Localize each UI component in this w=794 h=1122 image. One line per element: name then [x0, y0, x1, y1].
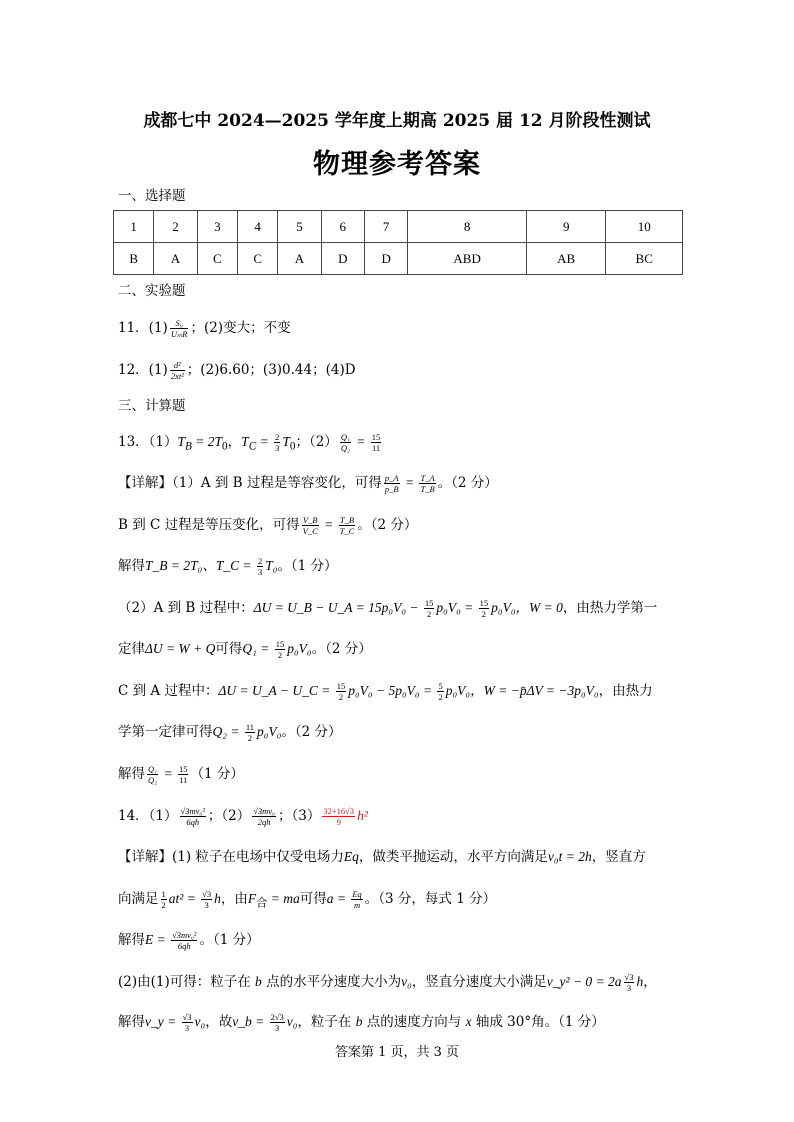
fraction-numerator: 15	[424, 598, 434, 608]
math-text: v_b =	[232, 1014, 268, 1029]
fraction-numerator: 15	[371, 432, 381, 442]
math-text: ΔU = W + Q	[145, 641, 216, 656]
q14-answer-line	[118, 806, 368, 827]
text: 学第一定律可得	[118, 724, 213, 740]
fraction	[322, 806, 355, 827]
answer-q11	[118, 318, 291, 339]
fraction-numerator: 2	[257, 556, 263, 566]
fraction	[257, 556, 263, 577]
q12-prefix: 12．(1)	[118, 362, 168, 378]
fraction-numerator: Eq	[352, 889, 362, 899]
text: 。（1 分）	[277, 558, 338, 574]
math-text: =	[352, 434, 369, 449]
fraction-denominator: m	[354, 900, 361, 910]
text: 。（2 分）	[311, 641, 372, 657]
table-cell: 7	[364, 211, 407, 243]
text: 可得	[215, 641, 243, 657]
q13-detail-line-1	[118, 473, 498, 494]
math-text: at² =	[168, 891, 200, 906]
text: 定律	[118, 641, 145, 657]
table-cell: 3	[197, 211, 237, 243]
fraction-numerator: 15	[479, 598, 489, 608]
fraction-denominator: 3	[275, 1023, 280, 1033]
q13-detail-line-7	[118, 722, 342, 743]
fraction-numerator: 11	[245, 722, 254, 732]
fraction-denominator: 2	[338, 692, 344, 702]
q11-prefix: 11．(1)	[118, 320, 168, 336]
question-number-row	[114, 211, 683, 243]
fraction-denominator: 3	[275, 443, 280, 453]
text: 点的速度方向与	[362, 1014, 466, 1030]
text: ，粒子在	[297, 1014, 356, 1030]
math-text: v_y =	[145, 1014, 180, 1029]
fraction-numerator: 15	[275, 639, 285, 649]
fraction-numerator: 15	[178, 764, 188, 774]
q13-answer-line	[118, 432, 383, 457]
fraction-denominator: 11	[371, 443, 381, 453]
fraction-numerator: √3mv₀²	[172, 930, 197, 940]
text: 向满足	[118, 891, 159, 907]
math-text: T₀	[265, 558, 278, 573]
math-sub: 0	[222, 440, 228, 453]
q12-rest: ；(2)6.60；(3)0.44；(4)D	[186, 362, 356, 378]
fraction-numerator: √3	[624, 972, 634, 982]
text: ，竖直分速度大小满足	[411, 974, 547, 990]
text: ，竖直方	[591, 849, 646, 865]
table-cell: 5	[278, 211, 321, 243]
fraction-denominator: Q₂	[340, 443, 350, 453]
fraction-numerator: 2	[275, 432, 280, 442]
fraction	[437, 681, 443, 702]
table-cell: 10	[606, 211, 683, 243]
fraction-numerator: √3mv₀²	[180, 806, 205, 816]
fraction-denominator: 3	[184, 1023, 190, 1033]
fraction	[419, 473, 435, 494]
math-text: = ma	[267, 891, 300, 906]
text: 【详解】（1）A 到 B 过程是等容变化，可得	[118, 475, 382, 491]
fraction-denominator: 2	[438, 692, 443, 702]
fraction-numerator: S₀	[170, 318, 189, 329]
fraction	[340, 432, 351, 453]
text: C 到 A 过程中：	[118, 683, 219, 699]
highlighted-answer	[320, 806, 368, 827]
math-text: b	[255, 974, 262, 989]
q14-detail-line-4	[118, 972, 657, 993]
math-text: T	[282, 434, 290, 449]
q13-detail-line-4	[118, 598, 657, 619]
table-cell: 4	[237, 211, 277, 243]
fraction	[274, 432, 280, 453]
math-text: Eq	[343, 849, 359, 864]
math-text: v_y² − 0 = 2a	[546, 974, 622, 989]
math-text: T_B = 2T₀、T_C =	[145, 558, 255, 573]
fraction	[171, 930, 197, 951]
fraction-denominator: p_B	[384, 484, 399, 494]
punct: ，	[227, 434, 242, 450]
fraction-denominator: Q₂	[148, 775, 158, 785]
fraction-numerator: V_B	[302, 515, 318, 525]
fraction	[245, 722, 255, 743]
table-cell: C	[197, 243, 237, 275]
table-cell: 8	[408, 211, 527, 243]
q14-detail-line-2	[118, 889, 496, 914]
fraction	[275, 639, 286, 660]
fraction-denominator: 3	[257, 567, 263, 577]
q13-detail-line-3	[118, 556, 338, 577]
fraction	[479, 598, 490, 619]
section2-heading: 二、实验题	[118, 283, 186, 299]
math-sub: 0	[289, 440, 296, 453]
text: 。（2 分）	[357, 517, 418, 533]
table-cell: D	[364, 243, 407, 275]
math-text: x	[465, 1014, 472, 1029]
choice-answer-table	[113, 210, 683, 275]
text: ，由	[220, 891, 248, 907]
q13-detail-line-6	[118, 681, 653, 702]
fraction-denominator: V_C	[302, 526, 318, 536]
text: 解得	[118, 558, 145, 574]
fraction	[351, 889, 362, 910]
text: 。（3 分，每式 1 分）	[364, 891, 497, 907]
math-text: p₀V₀ =	[436, 600, 477, 615]
fraction-denominator: 2	[481, 609, 487, 619]
fraction-numerator: √3	[202, 889, 212, 899]
math-text: p₀V₀	[287, 641, 312, 656]
fraction	[252, 806, 276, 827]
text: ，	[643, 974, 657, 990]
fraction-denominator: T_B	[420, 484, 435, 494]
fraction-numerator: T_A	[420, 473, 435, 483]
fraction	[424, 598, 435, 619]
text: 。（2 分）	[281, 724, 342, 740]
fraction-denominator: UₘR	[170, 329, 188, 339]
text: 解得	[118, 1014, 145, 1030]
table-cell: 9	[526, 211, 605, 243]
text: ，故	[205, 1014, 233, 1030]
math-text: T	[177, 434, 186, 449]
fraction-numerator: d²	[170, 360, 185, 371]
math-text: =	[401, 475, 418, 490]
fraction-denominator: 9	[336, 817, 341, 827]
text: 。（2 分）	[437, 475, 498, 491]
fraction-numerator: Q₁	[148, 764, 158, 774]
answer-q12	[118, 360, 356, 381]
q12-fraction	[170, 360, 185, 381]
table-cell: ABD	[408, 243, 527, 275]
fraction	[270, 1012, 285, 1033]
q14-detail-line-1	[118, 847, 646, 867]
math-sub: B	[185, 440, 192, 453]
punct: ；（2）	[295, 434, 338, 450]
math-text: F	[247, 891, 257, 906]
exam-title: 成都七中 2024—2025 学年度上期高 2025 届 12 月阶段性测试	[143, 111, 651, 131]
q13-detail-line-5	[118, 639, 372, 660]
math-text: = 2T	[191, 434, 223, 449]
math-text: T	[241, 434, 249, 449]
text: （1 分）	[190, 766, 244, 782]
section3-heading: 三、计算题	[118, 398, 186, 414]
text: (2)由(1)可得：粒子在	[118, 974, 256, 990]
math-text: ΔU = U_B − U_A = 15p₀V₀ −	[253, 600, 422, 615]
fraction	[339, 515, 356, 536]
text: B 到 C 过程是等压变化，可得	[118, 517, 300, 533]
math-text: =	[160, 766, 176, 781]
math-sub: 合	[256, 896, 268, 910]
math-text: p₀V₀	[257, 724, 282, 739]
text: 轴成 30°角。（1 分）	[471, 1014, 605, 1030]
fraction-numerator: √3	[182, 1012, 192, 1022]
math-text: h²	[357, 808, 368, 823]
math-text: p₀V₀ − 5p₀V₀ =	[348, 683, 436, 698]
table-cell: AB	[526, 243, 605, 275]
page-footer: 答案第 1 页，共 3 页	[334, 1045, 460, 1060]
text: ，由热力	[598, 683, 653, 699]
math-text: v₀	[401, 974, 412, 989]
fraction	[147, 764, 158, 785]
fraction-denominator: 2	[277, 650, 283, 660]
math-text: v₀t = 2h	[547, 849, 592, 864]
fraction-numerator: p_A	[384, 473, 399, 483]
table-cell: D	[321, 243, 364, 275]
math-text: Q₁ =	[242, 641, 273, 656]
fraction	[178, 764, 189, 785]
fraction-numerator: 32+16√3	[323, 806, 355, 816]
fraction-numerator: Q₁	[340, 432, 350, 442]
q11-rest: ；(2)变大；不变	[190, 320, 291, 336]
fraction-denominator: 3	[626, 983, 632, 993]
math-text: p₀V₀，W = −p̄ΔV = −3p₀V₀	[445, 683, 599, 698]
table-cell: C	[237, 243, 277, 275]
math-text: v₀	[286, 1014, 298, 1029]
fraction	[161, 889, 167, 910]
table-cell: B	[114, 243, 154, 275]
answer-row	[114, 243, 683, 275]
section1-heading: 一、选择题	[118, 188, 186, 204]
q14-label: 14．（1）	[118, 808, 178, 824]
fraction	[624, 972, 635, 993]
punct: ；（3）	[278, 808, 321, 824]
fraction-denominator: 6qh	[177, 941, 191, 951]
math-text: =	[256, 434, 273, 449]
fraction	[336, 681, 347, 702]
fraction	[182, 1012, 193, 1033]
table-cell: 2	[154, 211, 197, 243]
math-text: E =	[145, 932, 170, 947]
text: 解得	[118, 932, 145, 948]
fraction	[302, 515, 319, 536]
fraction-numerator: 2√3	[270, 1012, 284, 1022]
q11-fraction	[170, 318, 189, 339]
text: ，由热力学第一	[562, 600, 658, 616]
q14-detail-line-3	[118, 930, 260, 951]
fraction-denominator: 2qh	[257, 817, 271, 827]
math-text: =	[320, 517, 337, 532]
math-text: a =	[326, 891, 350, 906]
fraction-denominator: 2xt²	[170, 371, 184, 381]
table-cell: A	[154, 243, 197, 275]
table-cell: BC	[606, 243, 683, 275]
text: 【详解】(1) 粒子在电场中仅受电场力	[118, 849, 344, 865]
math-text: h	[214, 891, 221, 906]
fraction-numerator: 5	[438, 681, 443, 691]
fraction-denominator: 2	[247, 733, 253, 743]
fraction	[180, 806, 206, 827]
fraction	[384, 473, 400, 494]
fraction	[371, 432, 382, 453]
fraction	[201, 889, 212, 910]
math-text: h	[636, 974, 644, 989]
table-cell: 6	[321, 211, 364, 243]
math-text: v₀	[194, 1014, 206, 1029]
fraction-numerator: T_B	[339, 515, 355, 525]
fraction-denominator: 11	[179, 775, 188, 785]
text: 可得	[299, 891, 327, 907]
text: 解得	[118, 766, 145, 782]
punct: ；（2）	[207, 808, 251, 824]
math-text: Q₂ =	[212, 724, 243, 739]
math-text: p₀V₀，W = 0	[491, 600, 563, 615]
fraction-numerator: √3mv₀	[253, 806, 275, 816]
text: ，做类平抛运动，水平方向满足	[358, 849, 548, 865]
q13-label: 13．（1）	[118, 434, 178, 450]
fraction-numerator: 15	[336, 681, 346, 691]
text: （2）A 到 B 过程中：	[118, 600, 254, 616]
document-title: 物理参考答案	[313, 149, 481, 180]
math-sub: C	[248, 440, 257, 453]
fraction-denominator: 6qh	[186, 817, 200, 827]
table-cell: A	[278, 243, 321, 275]
text: 。（1 分）	[199, 932, 260, 948]
fraction-denominator: T_C	[339, 526, 355, 536]
text: 点的水平分速度大小为	[261, 974, 402, 990]
q13-detail-line-8	[118, 764, 244, 785]
fraction-denominator: 2	[161, 900, 166, 910]
q14-detail-line-5	[118, 1012, 605, 1033]
fraction-denominator: 2	[427, 609, 432, 619]
fraction-denominator: 3	[204, 900, 209, 910]
table-cell: 1	[114, 211, 154, 243]
q13-detail-line-2	[118, 515, 417, 536]
math-text: b	[355, 1014, 363, 1029]
fraction-numerator: 1	[161, 889, 166, 899]
math-text: ΔU = U_A − U_C =	[218, 683, 334, 698]
